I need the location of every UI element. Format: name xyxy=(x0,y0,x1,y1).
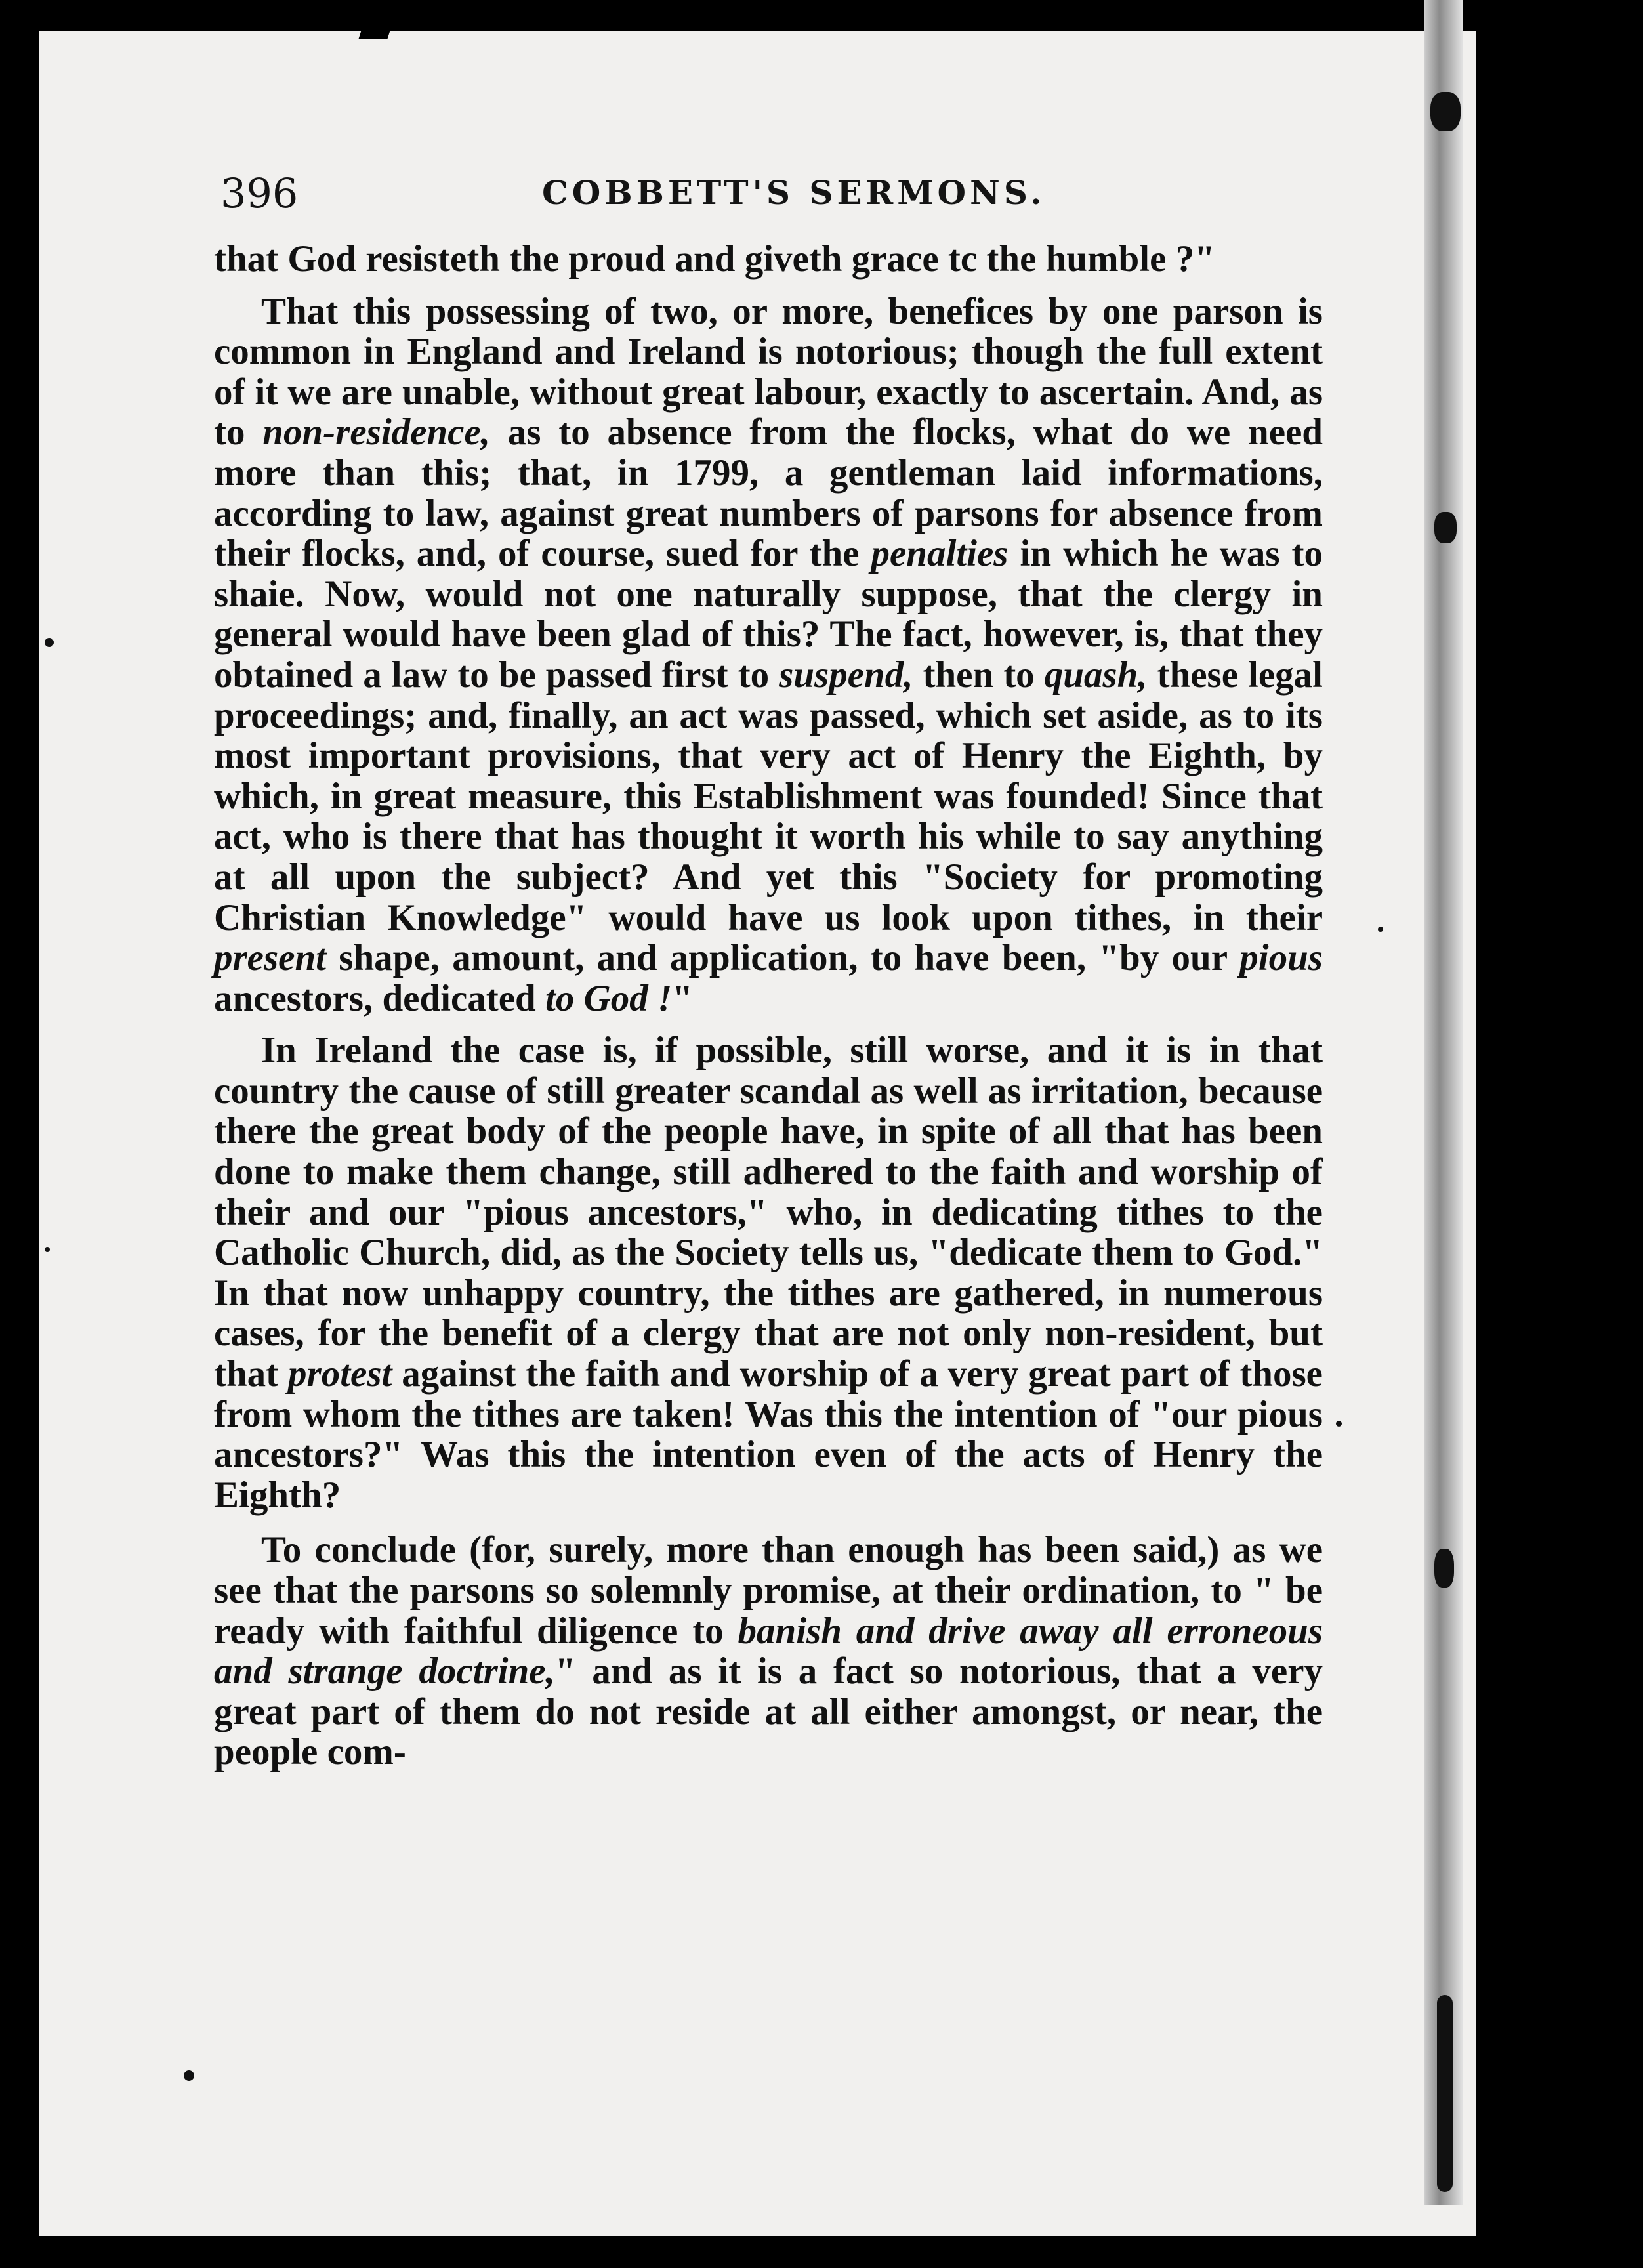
italic-run: suspend, xyxy=(779,654,913,696)
text-run: " and as it is a fact so notorious, that a very great part of them do not reside at all either amongst, or near, the people com- xyxy=(214,1650,1323,1773)
page-number: 396 xyxy=(220,169,299,217)
text-run: these legal proceedings; and, finally, an act was passed, which set aside, as to its most important provisions, that very act of Henry the Eighth, by which, in great measure, this Establishment was founded! Since that act, who is there that has thought it worth his while to say anything at all upon the subject? And yet this "Society for promoting Christian Knowledge" would have us look upon tithes, in their xyxy=(214,654,1323,938)
italic-run: quash, xyxy=(1044,654,1148,696)
paragraph xyxy=(214,1030,1323,1515)
scan-speck xyxy=(1336,1421,1342,1427)
paragraph xyxy=(214,239,1323,280)
text-run: That this possessing of two, or more, benefices by one parson is common in England and Ireland is notorious; though the full extent of it we are unable, without great labour, exactly to ascertain. And, as to xyxy=(214,290,1323,453)
text-run: " xyxy=(672,977,693,1019)
text-run: then to xyxy=(913,654,1045,696)
italic-run: present xyxy=(214,937,326,979)
text-run: that God resisteth the proud and giveth grace tc the humble ?" xyxy=(214,238,1215,280)
scan-speck xyxy=(1378,927,1383,932)
italic-run: to God ! xyxy=(545,977,673,1019)
italic-run: pious xyxy=(1239,937,1323,979)
gutter-edge-mark xyxy=(1437,1995,1453,2192)
book-gutter xyxy=(1424,0,1463,2205)
italic-run: protest xyxy=(288,1353,392,1395)
text-run: against the faith and worship of a very great part of those from whom the tithes are taken! Was this the intention of "our pious ancestors?" Was this the intention even of the acts of Henry the Eighth? xyxy=(214,1353,1323,1516)
scan-speck xyxy=(45,638,54,647)
text-run: ancestors, dedicated xyxy=(214,977,546,1019)
text-run: To conclude (for, surely, more than enough has been said,) as we see that the parsons so solemnly promise, at their ordination, to " be ready with faithful diligence to xyxy=(214,1529,1323,1652)
paragraph xyxy=(214,1530,1323,1773)
scan-speck xyxy=(45,1247,50,1252)
gutter-clip-mark xyxy=(1434,512,1457,543)
gutter-clip-mark xyxy=(1434,1549,1454,1588)
text-run: as to absence from the flocks, what do we need more than this; that, in 1799, a gentleman laid informations, according to law, against great numbers of parsons for absence from their flocks, and, of course, sued for the xyxy=(214,411,1323,575)
text-run: in which he was to shaie. Now, would not one naturally suppose, that the clergy in general would have been glad of this? The fact, however, is, that they obtained a law to be passed first to xyxy=(214,533,1323,696)
page-body xyxy=(214,239,1323,1773)
italic-run: banish and drive away all erroneous and strange doctrine, xyxy=(214,1610,1323,1692)
italic-run: non-residence, xyxy=(262,411,491,453)
scan-speck xyxy=(184,2070,194,2081)
italic-run: penalties xyxy=(871,533,1009,575)
text-run: In Ireland the case is, if possible, still worse, and it is in that country the cause of still greater scandal as well as irritation, because there the great body of the people have, in spite of all that has been done to make them change, still adhered to the faith and worship of their and our "pious ancestors," who, in dedicating tithes to the Catholic Church, did, as the Society tells us, "dedicate them to God." In that now unhappy country, the tithes are gathered, in numerous cases, for the benefit of a clergy that are not only non-resident, but that xyxy=(214,1030,1323,1395)
running-head: COBBETT'S SERMONS. xyxy=(542,173,1046,212)
text-run: shape, amount, and application, to have been, "by our xyxy=(326,937,1240,979)
paragraph xyxy=(214,291,1323,1019)
gutter-clip-mark xyxy=(1430,92,1461,131)
page-header xyxy=(214,165,1329,231)
